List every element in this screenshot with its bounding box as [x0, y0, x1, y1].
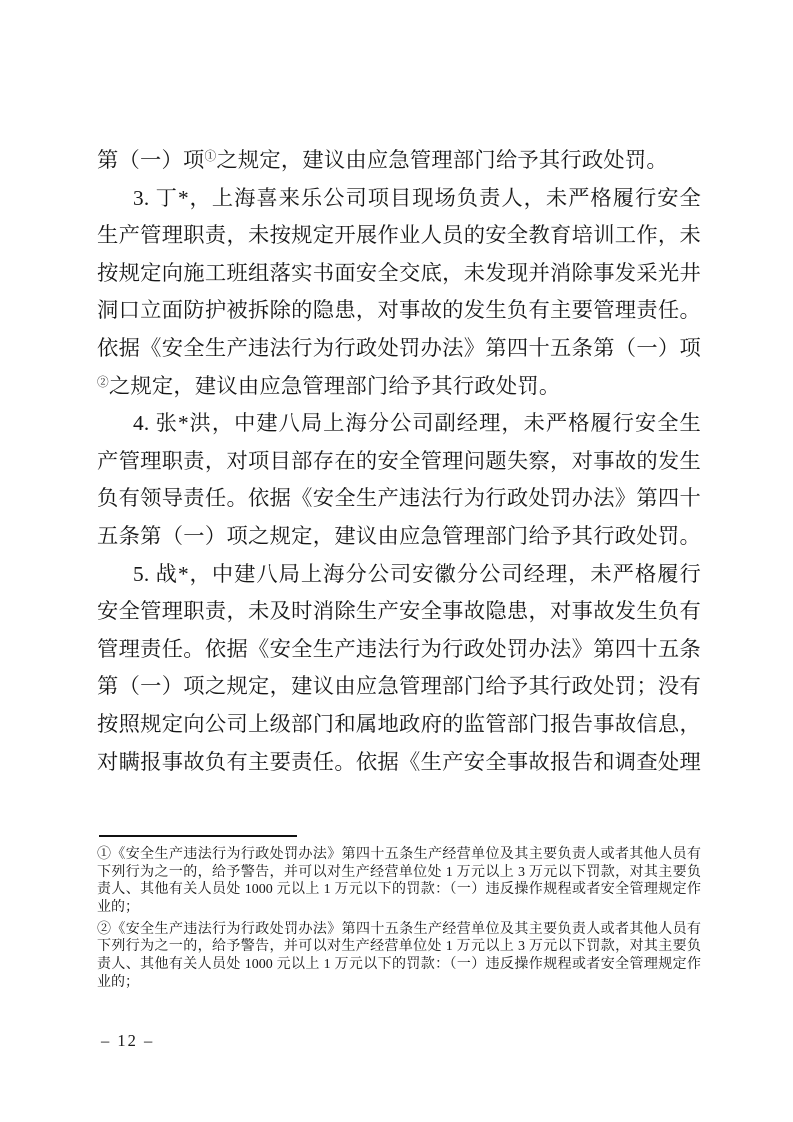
footnote-separator: [99, 835, 297, 837]
footnote-line: 业的；: [97, 974, 139, 990]
body-line: [97, 368, 701, 406]
body-line-text: 管理责任。依据《安全生产违法行为行政处罚办法》第四十五条: [97, 636, 701, 661]
footnote-line: ①《安全生产违法行为行政处罚办法》第四十五条生产经营单位及其主要负责人或者其他人员有: [97, 847, 701, 862]
body-line: [97, 443, 701, 481]
body-line-text: 之规定，建议由应急管理部门给予其行政处罚。: [216, 148, 668, 172]
footnote-line: 业的；: [97, 900, 139, 916]
footnote: [97, 846, 701, 917]
body-line-text: 产管理职责，对项目部存在的安全管理问题失察，对事故的发生: [97, 448, 701, 473]
body-line-text: 安全管理职责，未及时消除生产安全事故隐患，对事故发生负有: [97, 599, 701, 624]
body-line-text: 第（一）项: [97, 148, 205, 172]
body-line-text: 第（一）项之规定，建议由应急管理部门给予其行政处罚；没有: [97, 674, 701, 699]
body-line-text: 依据《安全生产违法行为行政处罚办法》第四十五条第（一）项: [97, 335, 701, 360]
body-line-text: 洞口立面防护被拆除的隐患，对事故的发生负有主要管理责任。: [97, 298, 701, 323]
body-line: [97, 330, 701, 368]
body-line: [97, 217, 701, 255]
body-line: [97, 405, 701, 443]
footnote-line: 责人、其他有关人员处 1000 元以上 1 万元以下的罚款：（一）违反操作规程或者安全管理规定作: [97, 882, 701, 898]
body-line: [97, 255, 701, 293]
body-line: [97, 142, 701, 180]
footnote-line: ②《安全生产违法行为行政处罚办法》第四十五条生产经营单位及其主要负责人或者其他人员有: [97, 921, 701, 937]
footnote-reference-marker: ①: [204, 149, 217, 163]
body-line: [97, 518, 701, 556]
body-line: [97, 292, 701, 330]
body-line-text: 按照规定向公司上级部门和属地政府的监管部门报告事故信息，: [97, 711, 701, 736]
body-line-text: 3. 丁*，上海喜来乐公司项目现场负责人，未严格履行安全: [133, 185, 701, 210]
body-line: [97, 480, 701, 518]
page-number: – 12 –: [101, 1031, 155, 1050]
footnote-line: 责人、其他有关人员处 1000 元以上 1 万元以下的罚款：（一）违反操作规程或者安全管理规定作: [97, 957, 701, 973]
body-line: [97, 180, 701, 218]
body-text: [97, 142, 701, 781]
body-line: [97, 668, 701, 706]
footnote: [97, 921, 701, 992]
footnote-line: 下列行为之一的，给予警告，并可以对生产经营单位处 1 万元以上 3 万元以下罚款，对其主要负: [97, 864, 701, 880]
body-line-text: 之规定，建议由应急管理部门给予其行政处罚。: [108, 373, 561, 398]
body-line: [97, 556, 701, 594]
body-line-text: 负有领导责任。依据《安全生产违法行为行政处罚办法》第四十: [97, 486, 701, 511]
footnote-reference-marker: ②: [97, 375, 109, 389]
body-line-text: 4. 张*洪，中建八局上海分公司副经理，未严格履行安全生: [133, 411, 701, 436]
footnotes-section: [97, 846, 701, 992]
body-line: [97, 706, 701, 744]
body-line-text: 五条第（一）项之规定，建议由应急管理部门给予其行政处罚。: [97, 523, 701, 548]
footnote-line: 下列行为之一的，给予警告，并可以对生产经营单位处 1 万元以上 3 万元以下罚款，对其主要负: [97, 939, 701, 955]
body-line-text: 生产管理职责，未按规定开展作业人员的安全教育培训工作，未: [97, 223, 701, 248]
body-line: [97, 744, 701, 782]
body-line-text: 5. 战*，中建八局上海分公司安徽分公司经理，未严格履行: [133, 561, 701, 586]
body-line-text: 按规定向施工班组落实书面安全交底，未发现并消除事发采光井: [97, 260, 701, 285]
body-line-text: 对瞒报事故负有主要责任。依据《生产安全事故报告和调查处理: [97, 749, 701, 774]
body-line: [97, 631, 701, 669]
body-line: [97, 593, 701, 631]
